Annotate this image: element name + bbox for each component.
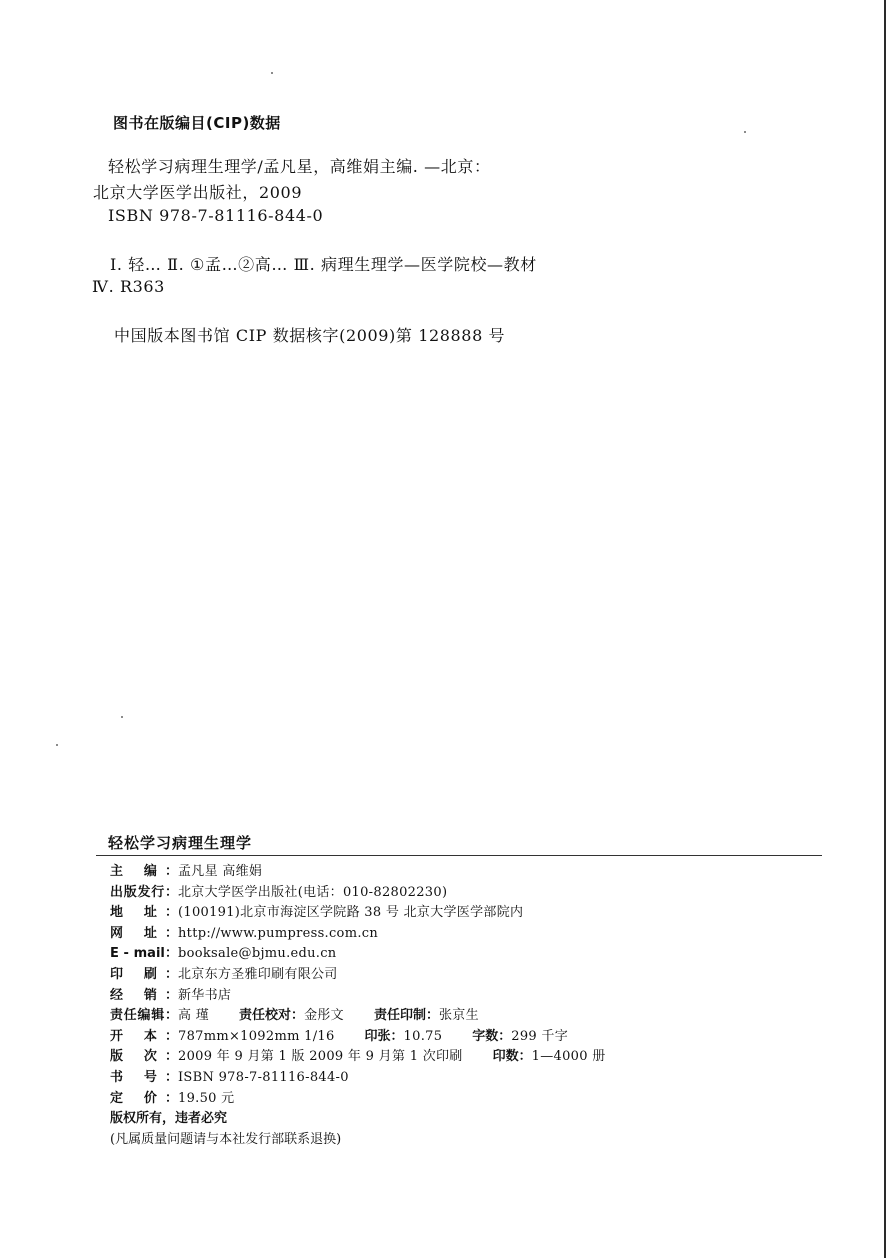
row-value: ISBN 978-7-81116-844-0 [178, 1069, 349, 1085]
row-label: 责任编辑： [110, 1008, 178, 1024]
colophon-row-responsible [110, 1006, 606, 1027]
scan-speck [121, 716, 123, 718]
colophon-row-isbn [110, 1068, 606, 1089]
row-label: E - mail： [110, 946, 178, 962]
cip-title-line: 轻松学习病理生理学/孟凡星，高维娟主编. —北京： [108, 157, 491, 176]
cip-heading: 图书在版编目(CIP)数据 [113, 114, 281, 132]
colophon-row-address [110, 903, 606, 924]
row-value: 19.50 元 [178, 1090, 235, 1106]
proof-label: 责任校对： [239, 1008, 305, 1024]
print-supervisor-value: 张京生 [438, 1008, 479, 1024]
proof-value: 金彤文 [304, 1008, 344, 1024]
colophon-row-publisher [110, 883, 606, 904]
colophon-row-editor [110, 862, 606, 883]
cip-publisher-line: 北京大学医学出版社，2009 [93, 183, 303, 202]
print-count-value: 1—4000 册 [531, 1049, 606, 1065]
row-value: 787mm×1092mm 1/16 [178, 1028, 335, 1044]
row-label: 网 址： [110, 925, 178, 941]
row-label: 定 价： [110, 1090, 178, 1106]
row-value: 北京东方圣雅印刷有限公司 [178, 966, 338, 982]
scan-speck [271, 72, 273, 74]
row-label: 版 次： [110, 1049, 178, 1065]
row-value: 孟凡星 高维娟 [178, 864, 263, 879]
colophon-divider [96, 855, 822, 856]
row-label: 印 刷： [110, 966, 178, 982]
return-note: (凡属质量问题请与本社发行部联系退换) [110, 1131, 342, 1147]
scan-speck [744, 131, 746, 133]
colophon-row-distributor [110, 986, 606, 1007]
colophon-row-edition [110, 1047, 606, 1068]
website-link: http://www.pumpress.com.cn [178, 925, 379, 941]
row-value: 2009 年 9 月第 1 版 2009 年 9 月第 1 次印刷 [178, 1049, 463, 1065]
cip-isbn-line: ISBN 978-7-81116-844-0 [108, 206, 324, 225]
row-label: 经 销： [110, 987, 178, 1003]
row-label: 出版发行： [110, 884, 178, 900]
words-value: 299 千字 [511, 1028, 569, 1044]
colophon-row-printer [110, 965, 606, 986]
colophon-row-format [110, 1027, 606, 1048]
row-value: 北京大学医学出版社(电话：010-82802230) [178, 884, 448, 900]
print-count-label: 印数： [492, 1049, 532, 1065]
row-label: 开 本： [110, 1028, 178, 1044]
copyright-notice: 版权所有，违者必究 [110, 1111, 228, 1127]
cip-classification-line: Ⅳ. R363 [92, 277, 165, 296]
row-label: 书 号： [110, 1069, 178, 1085]
print-supervisor-label: 责任印制： [373, 1008, 439, 1024]
row-label: 主 编： [110, 864, 178, 879]
colophon-row-price [110, 1089, 606, 1110]
row-value: (100191)北京市海淀区学院路 38 号 北京大学医学部院内 [178, 905, 524, 921]
colophon-row-website [110, 924, 606, 945]
email-address: booksale@bjmu.edu.cn [178, 946, 337, 962]
colophon-list [110, 862, 606, 1150]
row-value: 高 瑾 [178, 1008, 210, 1024]
colophon-title: 轻松学习病理生理学 [108, 834, 253, 852]
cip-subject-line: Ⅰ. 轻… Ⅱ. ①孟…②高… Ⅲ. 病理生理学—医学院校—教材 [110, 255, 537, 274]
sheets-value: 10.75 [403, 1028, 443, 1044]
row-value: 新华书店 [178, 987, 232, 1003]
row-label: 地 址： [110, 905, 178, 921]
words-label: 字数： [472, 1028, 512, 1044]
scan-speck [56, 744, 58, 746]
sheets-label: 印张： [364, 1028, 404, 1044]
cip-record-number: 中国版本图书馆 CIP 数据核字(2009)第 128888 号 [114, 326, 506, 345]
colophon-row-email [110, 944, 606, 965]
